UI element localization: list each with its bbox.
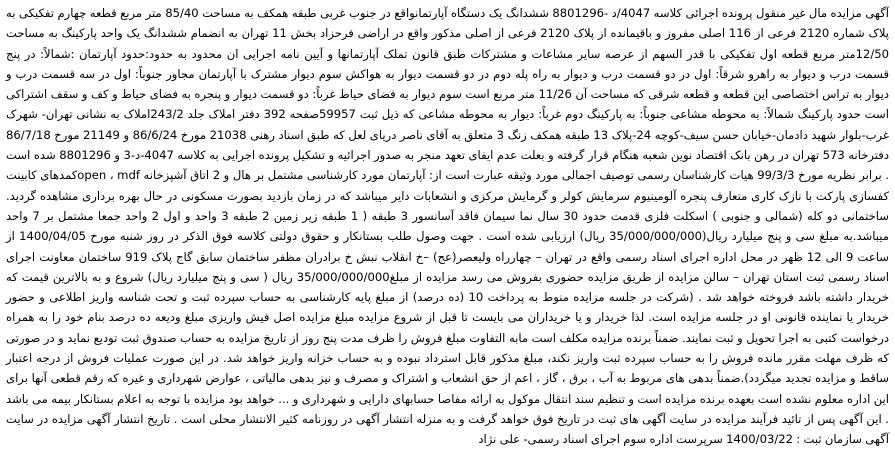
auction-notice-text: آگهی مزایده مال غیر منقول پرونده اجرائی کلاسه 4047/د -8801296 ششدانگ یک دستگاه آپارتمانواقع در جنوب غربی طبقه همکف به مساحت 85/40 متر مربع قطعه چهارم تفکیکی به پلاک شماره 2120 فرعی از 116 اصلی مفروز و باقیمانده از پلاک 2120 فرعی از اصلی مذکور واقع در اراضی فرحزاد بخش 11 تهران به انضمام ششدانگ یک واحد پارکینگ به مساحت 12/50متر مربع قطعه اول تفکیکی با قدر السهم از عرصه سایر مشاعات و مشترکات طبق قانون تملک آپارتمانها و آیین نامه اجرایی ان محدود به حدود:حدود آپارتمان :شمالاً: در پنج قسمت درب و دیوار به راهرو شرقاً: اول در دو قسمت درب و دیوار به راه پله دوم در دو قسمت دیوار به هواکش سوم دیوار مشترک با آپارتمان مجاور جنوباً: اول در سه قسمت درب و دیوار به تراس اختصاصی این قطعه و قطعه شرقی که مساحت آن 11/26 متر مربع است سوم دیوار به فضای حیاط غرباً: دو قسمت دیوار و پنجره به فضای حیاط و کف و سقف اشتراکی است حدود پارکینگ شمالاً: به محوطه مشاعی جنوباً: به پارکینگ دوم غرباً: دیوار به محوطه مشاعی که ذیل ثبت 59957صفحه 392 دفتر املاک جلد 243/2املاک به نشانی تهران- شهرک غرب-بلوار شهید دادمان-خیابان حسن سیف-کوچه 24-پلاک 13 طبقه همکف زنگ 3 متعلق به آقای ناصر دریای لعل که طبق اسناد رهنی 21038 مورخ 86/6/24 و 21149 مورخ 86/7/18 دفترخانه 573 تهران در رهن بانک اقتصاد نوین شعبه هنگام قرار گرفته و بعلت عدم ایفای تعهد منجر به صدور اجرائیه و تشکیل پرونده اجرایی به کلاسه 4047-د-3 و 8801296 شده است . برابر نظریه مورخ 99/3/3 هیات کارشناسان رسمی توصیف اجمالی مورد وثیقه عبارت است از: آپارتمان مورد کارشناسی مشتمل بر هال و 2 اتاق آشپزخانه open ، mdfکمدهای کابینت کفسازی پارکت با نازک کاری متعارف پنجره آلومینیوم سرمایش کولر و گرمایش مرکزی و انشعابات دایر میباشد که در زمان بازدید بصورت مسکونی در حال بهره برداری مشاهده گردید. ساختمانی دو کله (شمالی و جنوبی ) اسکلت فلزی قدمت حدود 30 سال نما سیمان فاقد آسانسور 3 طبقه ( 1 طبقه زیر زمین 2 طبقه 3 واحد و اول 2 واحد جمعا مشتمل بر 7 واحد میباشد.به مبلغ سی و پنج میلیارد ریال(35/000/000/000 ریال) ارزیابی شده است . جهت وصول طلب بستانکار و حقوق دولتی کلاسه فوق الذکر در روز شنبه مورخ 1400/04/05 از ساعت 9 الی 12 ظهر در محل اداره اجرای اسناد رسمی واقع در تهران – چهارراه ولیعصر(عج) –خ انقلاب نبش خ برادران مظفر ساختمان سابق گاج پلاک 919 ساختمان معاونت اجرای اسناد رسمی ثبت استان تهران – سالن مزایده از طریق مزایده حضوری بفروش می رسد مزایده از مبلغ35/000/000/000 ریال ( سی و پنج میلیارد ریال) شروع و به بالاترین قیمت که خریدار داشته باشد فروخته خواهد شد . (شرکت در جلسه مزایده منوط به پرداخت 10 (ده درصد) از مبلغ پایه کارشناسی به حساب سپرده ثبت و تحت شناسه واریز اطلاعی و حضور خریدار یا نماینده قانونی او در جلسه مزایده است. لذا خریدار و یا خریداران می بایست تا قبل از شروع مزایده مبلغ مزایده اصل فیش واریزی مبلغ ودیعه ده درصد بنام خود را به همراه درخواست کتبی به اجرا تحویل و ثبت نمایند. ضمناً برنده مزایده مکلف است مابه التفاوت مبلغ فروش را ظرف مدت پنج روز از تاریخ مزایده به حساب صندوق ثبت تودیع نماید و در صورتی که ظرف مهلت مقرر مانده فروش را به حساب سپرده ثبت واریز نکند، مبلغ مذکور قابل استرداد نبوده و به حساب خزانه واریز خواهد شد. در این صورت عملیات فروش از درجه اعتبار ساقط و مزایده تجدید میگردد).ضمناً بدهی های مربوط به آب ، برق ، گاز ، اعم از حق انشعاب و اشتراک و مصرف و نیز بدهی مالیاتی ، عوارض شهرداری و غیره که رقم قطعی آنها برای این اداره معلوم نشده است بعهده برنده مزایده است و تنظیم سند انتقال موکول به ارائه مفاصا حسابهای دارایی و شهرداری و ... خواهد بود مزایده با توجه به اعلام بستانکار بیمه می باشد . این آگهی پس از تائید فرآیند مزایده در سایت آگهی های ثبت در تاریخ فوق خواهد گرفت و به منزله انتشار آگهی در روزنامه کثیر الانتشار محلی است . تاریخ انتشار آگهی مزایده در سایت آگهی سازمان ثبت : 1400/03/22 سرپرست اداره سوم اجرای اسناد رسمی- علی نژاد: [6, 6, 890, 447]
